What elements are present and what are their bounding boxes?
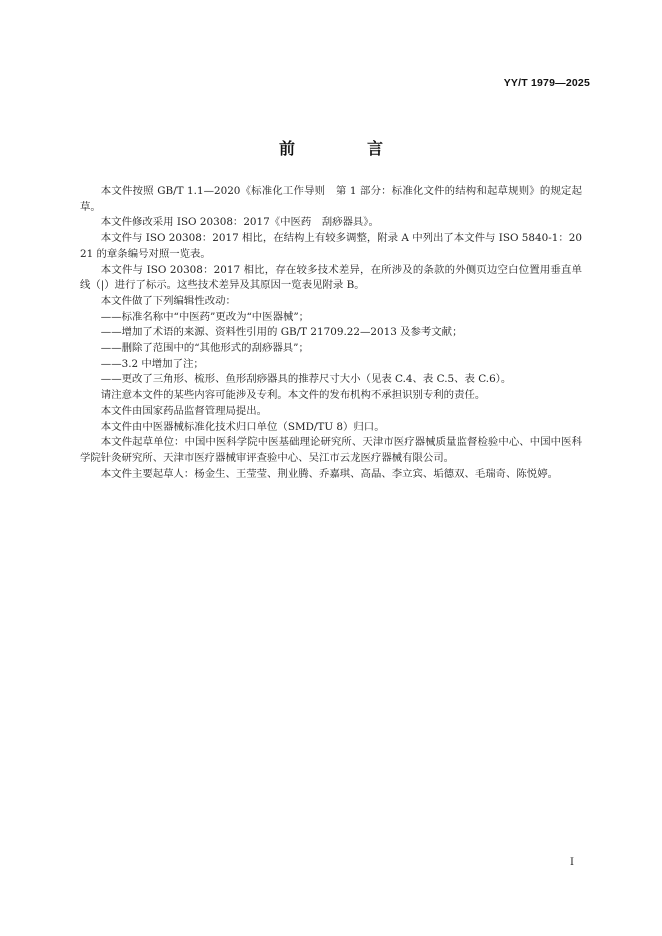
editorial-change-item: ——增加了术语的来源、资料性引用的 GB/T 21709.22—2013 及参考文献； — [100, 326, 463, 339]
editorial-change-item: ——删除了范围中的“其他形式的刮痧器具”； — [100, 342, 309, 355]
paragraph-main-drafters: 本文件主要起草人：杨金生、王莹莹、荆业腾、乔嘉琪、高晶、李立宾、垢德双、毛瑞奇、陈悦婷。 — [100, 467, 558, 480]
paragraph-technical-deviations: 本文件与 ISO 20308：2017 相比，存在较多技术差异，在所涉及的条款的外侧页边空白位置用垂直单线（|）进行了标示。这些技术差异及其原因一览表见附录 B。 — [80, 263, 582, 292]
paragraph-administered-by: 本文件由中医器械标准化技术归口单位（SMD/TU 8）归口。 — [100, 420, 385, 433]
standard-code: YY/T 1979—2025 — [503, 77, 590, 89]
paragraph-structure-changes: 本文件与 ISO 20308：2017 相比，在结构上有较多调整，附录 A 中列出了本文件与 ISO 5840-1：2021 的章条编号对照一览表。 — [80, 232, 582, 260]
paragraph-editorial-intro: 本文件做了下列编辑性改动： — [100, 294, 236, 307]
page-title: 前 言 — [278, 139, 411, 158]
paragraph-proposed-by: 本文件由国家药品监督管理局提出。 — [100, 404, 268, 417]
page-number: I — [570, 857, 574, 868]
paragraph-patent-notice: 请注意本文件的某些内容可能涉及专利。本文件的发布机构不承担识别专利的责任。 — [100, 389, 486, 402]
paragraph-drafting-rules: 本文件按照 GB/T 1.1—2020《标准化工作导则 第 1 部分：标准化文件的结构和起草规则》的规定起草。 — [80, 185, 582, 213]
paragraph-modified-adoption: 本文件修改采用 ISO 20308：2017《中医药 刮痧器具》。 — [100, 216, 379, 229]
paragraph-drafting-organizations: 本文件起草单位：中国中医科学院中医基础理论研究所、天津市医疗器械质量监督检验中心、中国中医科学院针灸研究所、天津市医疗器械审评查验中心、吴江市云龙医疗器械有限公司。 — [80, 436, 582, 464]
editorial-change-item: ——更改了三角形、梳形、鱼形刮痧器具的推荐尺寸大小（见表 C.4、表 C.5、表 C.6）。 — [100, 373, 512, 386]
editorial-change-item: ——标准名称中“中医药”更改为“中医器械”； — [100, 310, 310, 323]
editorial-change-item: ——3.2 中增加了注； — [100, 357, 204, 370]
foreword-body — [80, 184, 582, 482]
